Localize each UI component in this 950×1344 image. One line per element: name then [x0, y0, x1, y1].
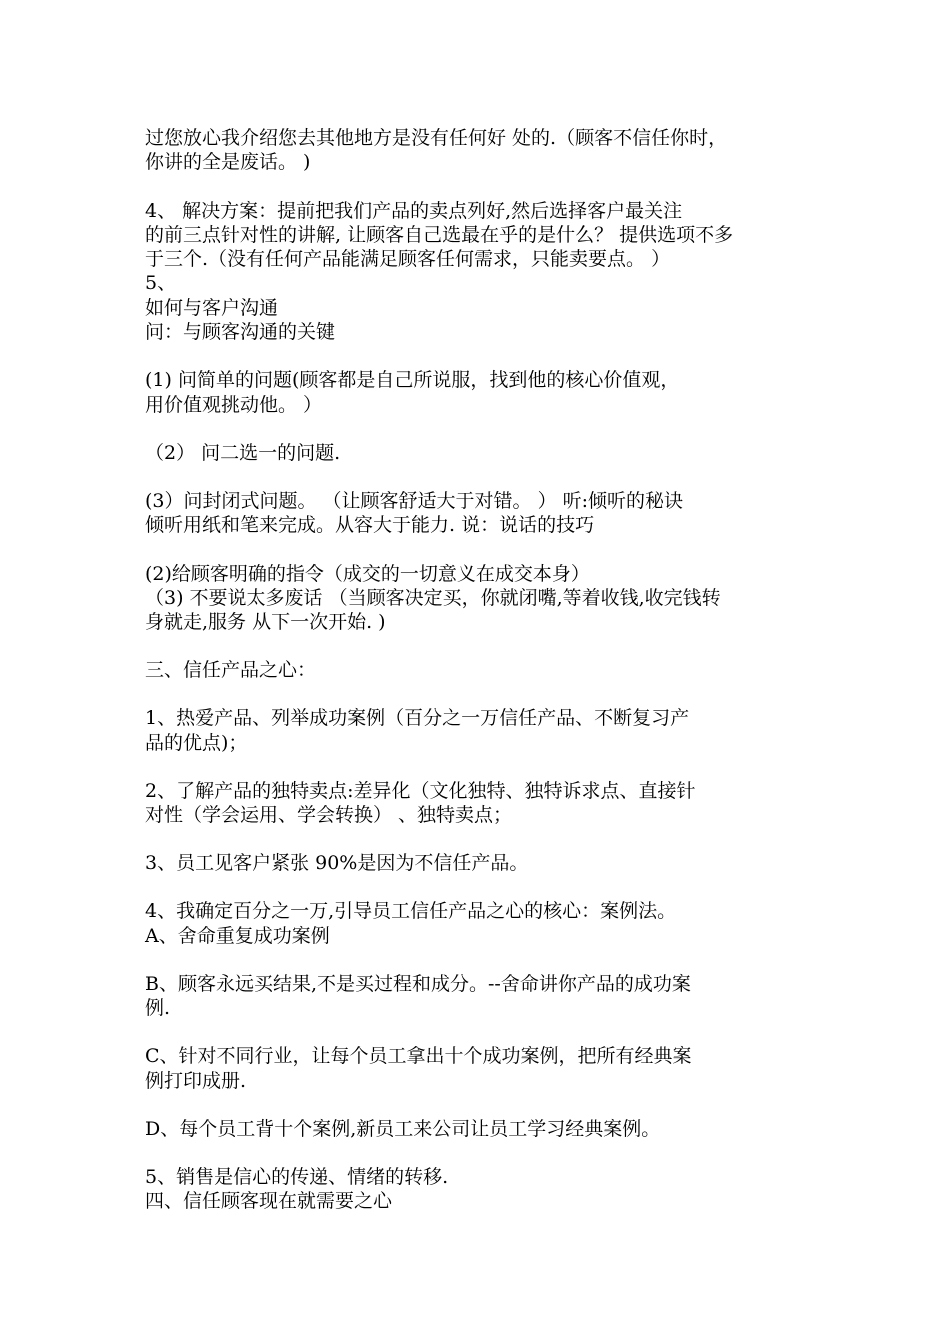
- text-line: (3）问封闭式问题。 （让顾客舒适大于对错。 ） 听:倾听的秘诀: [145, 490, 684, 512]
- text-line: B、顾客永远买结果,不是买过程和成分。--舍命讲你产品的成功案: [145, 973, 691, 995]
- text-line: 如何与客户沟通: [145, 297, 279, 319]
- text-line: 1、热爱产品、列举成功案例（百分之一万信任产品、不断复习产: [145, 707, 690, 729]
- text-line: 4、 解决方案：提前把我们产品的卖点列好,然后选择客户最关注: [145, 200, 683, 222]
- text-line: 3、员工见客户紧张 90%是因为不信任产品。: [145, 852, 529, 874]
- text-line: (2)给顾客明确的指令（成交的一切意义在成交本身）: [145, 563, 590, 585]
- text-line: 问：与顾客沟通的关键: [145, 321, 336, 343]
- text-line: 身就走,服务 从下一次开始. ): [145, 611, 386, 633]
- text-line: 于三个.（没有任何产品能满足顾客任何需求，只能卖要点。 ）: [145, 248, 671, 270]
- text-line: (1) 问简单的问题(顾客都是自己所说服，找到他的核心价值观，: [145, 369, 680, 391]
- text-line: （2） 问二选一的问题.: [145, 442, 341, 464]
- text-line: 过您放心我介绍您去其他地方是没有任何好 处的.（顾客不信任你时，: [145, 127, 728, 149]
- text-line: D、每个员工背十个案例,新员工来公司让员工学习经典案例。: [145, 1118, 661, 1140]
- text-line: 品的优点)；: [145, 732, 248, 754]
- text-line: 例打印成册.: [145, 1070, 247, 1092]
- text-line: C、针对不同行业，让每个员工拿出十个成功案例，把所有经典案: [145, 1045, 692, 1067]
- text-line: 对性（学会运用、学会转换） 、独特卖点；: [145, 804, 513, 826]
- text-line: 5、销售是信心的传递、情绪的转移.: [145, 1166, 449, 1188]
- text-line: 5、: [145, 272, 177, 294]
- text-line: 三、信任产品之心：: [145, 659, 317, 681]
- text-line: A、舍命重复成功案例: [145, 925, 330, 947]
- text-line: 你讲的全是废话。 ): [145, 151, 311, 173]
- text-line: 用价值观挑动他。 ）: [145, 394, 323, 416]
- text-line: 4、我确定百分之一万,引导员工信任产品之心的核心：案例法。: [145, 900, 677, 922]
- text-line: （3) 不要说太多废话 （当顾客决定买，你就闭嘴,等着收钱,收完钱转: [145, 587, 721, 609]
- text-line: 2、了解产品的独特卖点:差异化（文化独特、独特诉求点、直接针: [145, 780, 696, 802]
- text-line: 的前三点针对性的讲解, 让顾客自己选最在乎的是什么？ 提供选项不多: [145, 224, 734, 246]
- text-line: 例.: [145, 997, 171, 1019]
- text-line: 倾听用纸和笔来完成。从容大于能力. 说：说话的技巧: [145, 514, 595, 536]
- text-line: 四、信任顾客现在就需要之心: [145, 1190, 393, 1212]
